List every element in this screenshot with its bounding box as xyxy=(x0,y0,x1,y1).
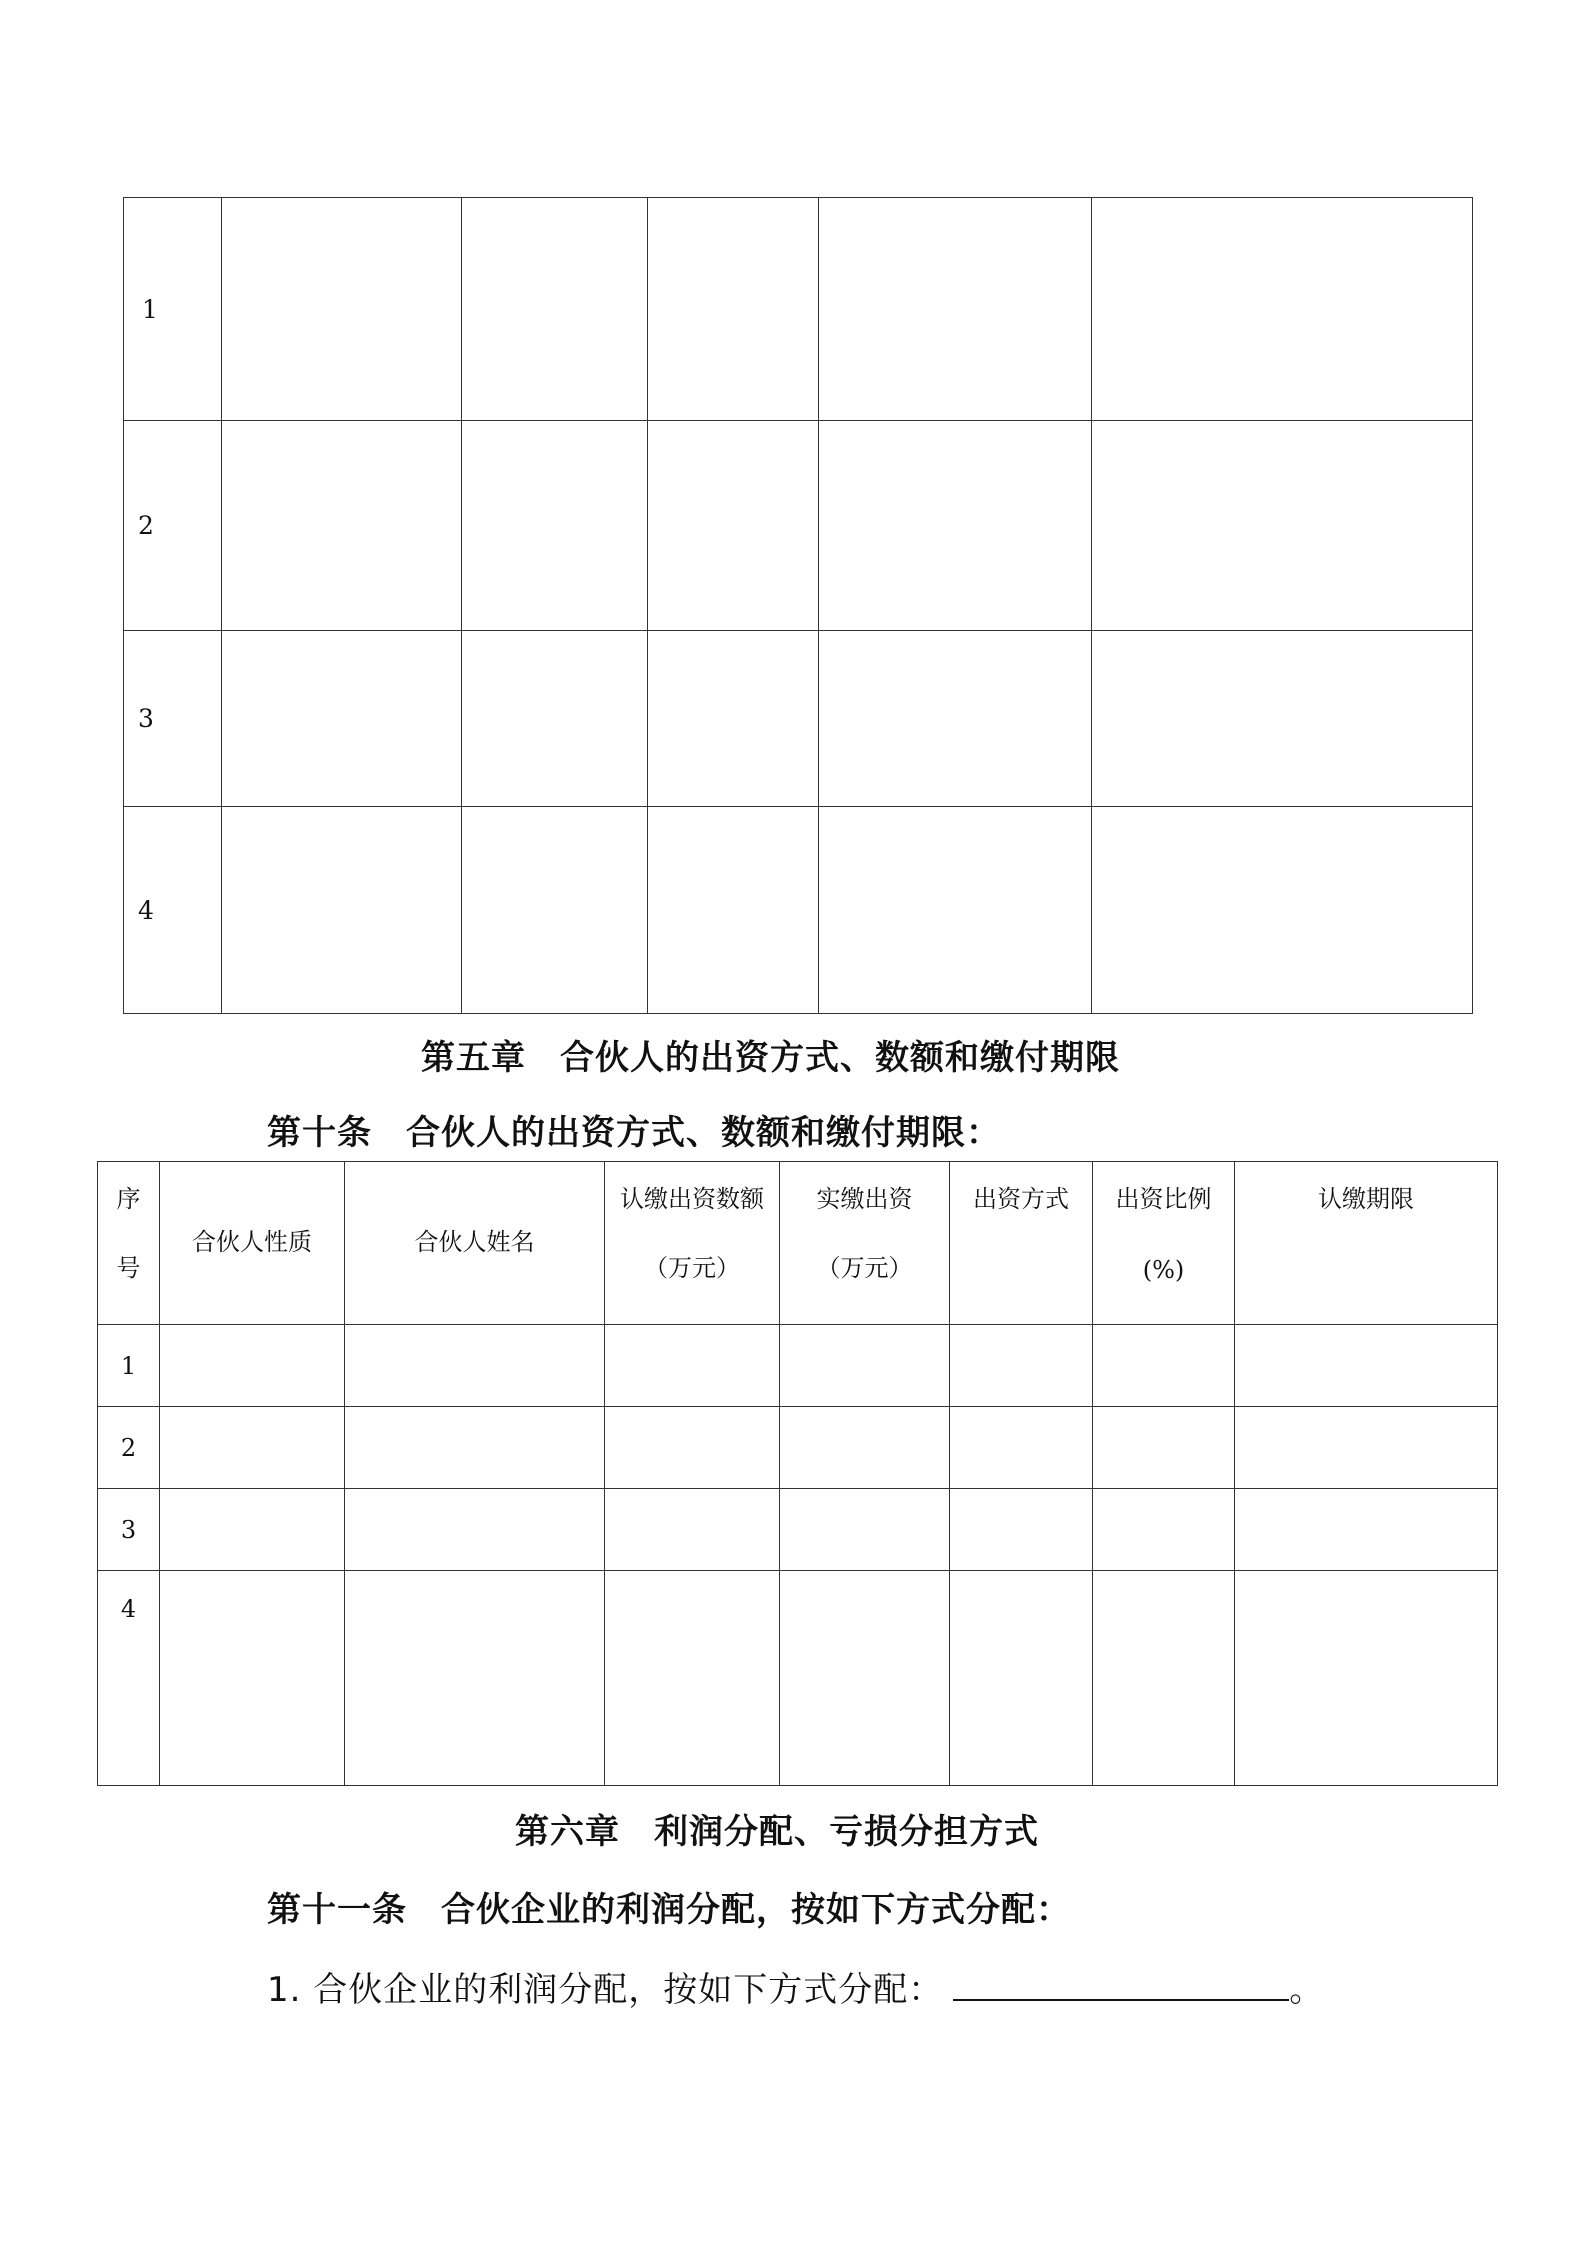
header-subscribed-line2: （万元） xyxy=(644,1254,740,1283)
header-method-text: 出资方式 xyxy=(973,1185,1069,1213)
article-10-heading xyxy=(267,1105,1001,1154)
header-ratio xyxy=(1093,1162,1235,1325)
article-10-text: 合伙人的出资方式、数额和缴付期限： xyxy=(406,1113,1001,1153)
fill-in-blank[interactable] xyxy=(953,1969,1289,2001)
table-cell xyxy=(780,1489,950,1571)
row-number: 1 xyxy=(124,198,222,421)
table-cell xyxy=(1093,1489,1235,1571)
chapter-5-heading xyxy=(421,1030,1120,1079)
table-cell xyxy=(605,1325,780,1407)
table-cell xyxy=(1093,1407,1235,1489)
table-cell xyxy=(1093,1325,1235,1407)
header-method xyxy=(950,1162,1093,1325)
table-cell xyxy=(1235,1407,1498,1489)
table-cell xyxy=(648,421,819,631)
chapter-6-title: 利润分配、亏损分担方式 xyxy=(654,1812,1039,1852)
article-11-number: 第十一条 xyxy=(267,1890,407,1930)
table-row xyxy=(124,421,1473,631)
article-10-number: 第十条 xyxy=(267,1113,372,1153)
table-cell xyxy=(462,631,648,807)
table-cell xyxy=(819,631,1092,807)
table-cell xyxy=(160,1325,345,1407)
table-row xyxy=(124,631,1473,807)
row-number: 3 xyxy=(124,631,222,807)
table-cell xyxy=(648,631,819,807)
table-cell xyxy=(222,421,462,631)
table-cell xyxy=(345,1325,605,1407)
header-partner-name: 合伙人姓名 xyxy=(345,1162,605,1325)
table-row xyxy=(124,807,1473,1014)
header-subscribed-line1: 认缴出资数额 xyxy=(620,1185,764,1213)
table-row xyxy=(98,1325,1498,1407)
row-number: 4 xyxy=(98,1571,160,1786)
table-row xyxy=(124,198,1473,421)
chapter-5-title: 合伙人的出资方式、数额和缴付期限 xyxy=(560,1038,1120,1078)
table-cell xyxy=(1235,1489,1498,1571)
header-seq-line2: 号 xyxy=(116,1254,141,1283)
item-1-paragraph xyxy=(267,1962,1324,2011)
chapter-6-heading xyxy=(515,1804,1039,1853)
table-cell xyxy=(462,807,648,1014)
table-cell xyxy=(1093,1571,1235,1786)
table-cell xyxy=(345,1407,605,1489)
item-1-text: 1. 合伙企业的利润分配，按如下方式分配： xyxy=(267,1970,944,2010)
row-number: 2 xyxy=(98,1407,160,1489)
table-cell xyxy=(1092,198,1473,421)
table-cell xyxy=(780,1571,950,1786)
article-11-heading xyxy=(267,1882,1071,1931)
row-number: 4 xyxy=(124,807,222,1014)
table-cell xyxy=(605,1489,780,1571)
partner-table-continued xyxy=(123,197,1473,1014)
header-ratio-line2: (%) xyxy=(1142,1256,1185,1285)
table-cell xyxy=(222,807,462,1014)
table-cell xyxy=(462,421,648,631)
table-cell xyxy=(950,1325,1093,1407)
table-cell xyxy=(950,1489,1093,1571)
table-cell xyxy=(462,198,648,421)
header-seq-line1: 序 xyxy=(116,1185,141,1213)
table-cell xyxy=(819,198,1092,421)
table-cell xyxy=(345,1571,605,1786)
table-cell xyxy=(1092,421,1473,631)
table-cell xyxy=(1235,1325,1498,1407)
header-deadline-text: 认缴期限 xyxy=(1318,1185,1414,1213)
table-cell xyxy=(160,1571,345,1786)
contribution-table xyxy=(97,1161,1498,1786)
table-header-row xyxy=(98,1162,1498,1325)
header-seq xyxy=(98,1162,160,1325)
row-number: 1 xyxy=(98,1325,160,1407)
header-subscribed xyxy=(605,1162,780,1325)
table-cell xyxy=(160,1489,345,1571)
table-cell xyxy=(605,1407,780,1489)
table-cell xyxy=(648,198,819,421)
header-partner-nature: 合伙人性质 xyxy=(160,1162,345,1325)
table-row xyxy=(98,1489,1498,1571)
header-ratio-line1: 出资比例 xyxy=(1115,1185,1212,1213)
header-paid xyxy=(780,1162,950,1325)
table-cell xyxy=(1092,807,1473,1014)
table-cell xyxy=(648,807,819,1014)
table-row xyxy=(98,1407,1498,1489)
item-1-end: 。 xyxy=(1289,1970,1325,2010)
header-paid-line2: （万元） xyxy=(816,1254,913,1283)
row-number: 2 xyxy=(124,421,222,631)
table-cell xyxy=(222,198,462,421)
row-number: 3 xyxy=(98,1489,160,1571)
article-11-text: 合伙企业的利润分配，按如下方式分配： xyxy=(441,1890,1071,1930)
table-cell xyxy=(950,1407,1093,1489)
chapter-5-number: 第五章 xyxy=(421,1038,526,1078)
table-cell xyxy=(1092,631,1473,807)
table-cell xyxy=(222,631,462,807)
table-cell xyxy=(780,1325,950,1407)
table-cell xyxy=(950,1571,1093,1786)
table-cell xyxy=(605,1571,780,1786)
header-deadline xyxy=(1235,1162,1498,1325)
table-cell xyxy=(160,1407,345,1489)
table-row xyxy=(98,1571,1498,1786)
table-cell xyxy=(1235,1571,1498,1786)
table-cell xyxy=(345,1489,605,1571)
header-paid-line1: 实缴出资 xyxy=(816,1185,913,1213)
table-cell xyxy=(819,807,1092,1014)
table-cell xyxy=(819,421,1092,631)
chapter-6-number: 第六章 xyxy=(515,1812,620,1852)
table-cell xyxy=(780,1407,950,1489)
